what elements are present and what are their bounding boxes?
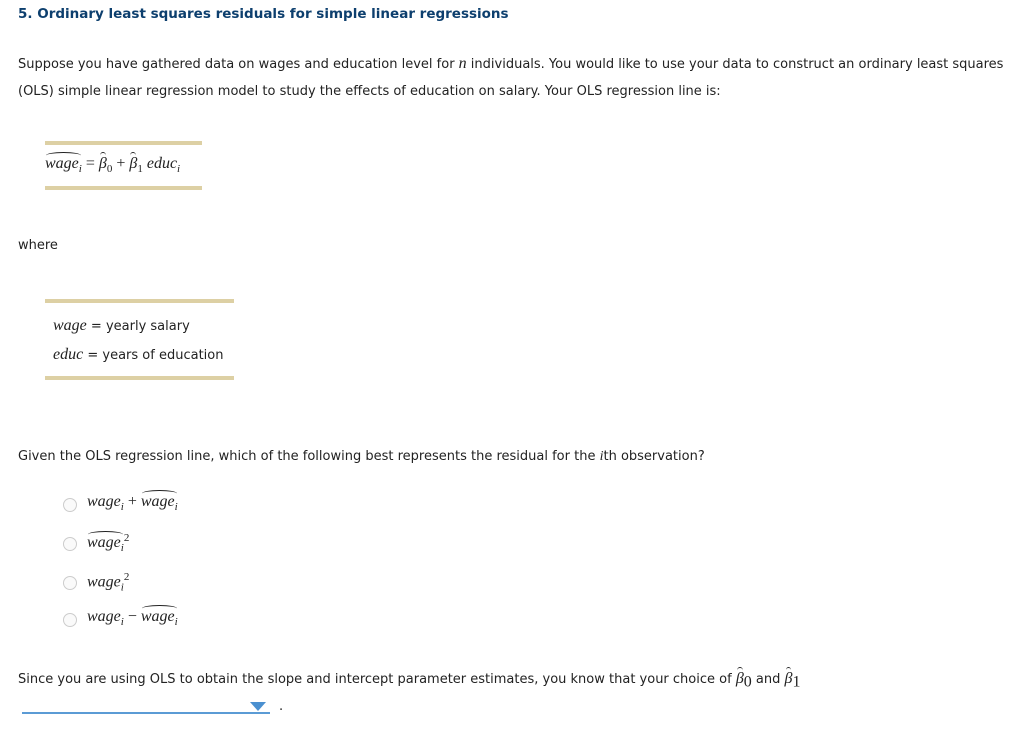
definition-wage: wage = yearly salary bbox=[53, 317, 190, 334]
option-4-radio[interactable] bbox=[63, 613, 77, 627]
chevron-down-icon[interactable] bbox=[250, 702, 266, 711]
question-text: Given the OLS regression line, which of the following best represents the residual for the ith observation? bbox=[18, 449, 705, 464]
where-label: where bbox=[18, 238, 58, 253]
question-title: 5. Ordinary least squares residuals for simple linear regressions bbox=[18, 6, 509, 22]
period: . bbox=[279, 699, 284, 714]
intro-paragraph bbox=[18, 50, 1008, 105]
defs-rule-bottom bbox=[45, 376, 234, 380]
definition-educ: educ = years of education bbox=[53, 346, 224, 363]
option-3-label[interactable]: wage$_i^2$ bbox=[87, 571, 130, 594]
option-1-label[interactable]: wage$_i$ + wage$_i$ bbox=[87, 493, 178, 514]
followup-text: Since you are using OLS to obtain the slope and intercept parameter estimates, you know that your choice of $\beta_0$ and $\beta_1$ bbox=[18, 670, 801, 691]
answer-dropdown[interactable] bbox=[22, 712, 270, 714]
option-4-label[interactable]: wage$_i$ − wage$_i$ bbox=[87, 608, 178, 629]
option-2-radio[interactable] bbox=[63, 537, 77, 551]
rule-bottom bbox=[45, 186, 202, 190]
intro-text: Suppose you have gathered data on wages and education level for bbox=[18, 57, 459, 72]
intro-text-2: individuals. You would like to use your data to construct an ordinary least squares (OLS) simple linear regression model to study the effects of education on salary. Your OLS regression line is: bbox=[18, 57, 1004, 99]
n-var: n bbox=[458, 55, 467, 72]
defs-rule-top bbox=[45, 299, 234, 303]
option-1-radio[interactable] bbox=[63, 498, 77, 512]
option-3-radio[interactable] bbox=[63, 576, 77, 590]
option-2-label[interactable]: wage$_i^2$ bbox=[87, 532, 130, 555]
regression-equation: wage$_i$ = $\beta_0 + \beta_1$ educ$_i$ bbox=[45, 155, 181, 176]
rule-top bbox=[45, 141, 202, 145]
